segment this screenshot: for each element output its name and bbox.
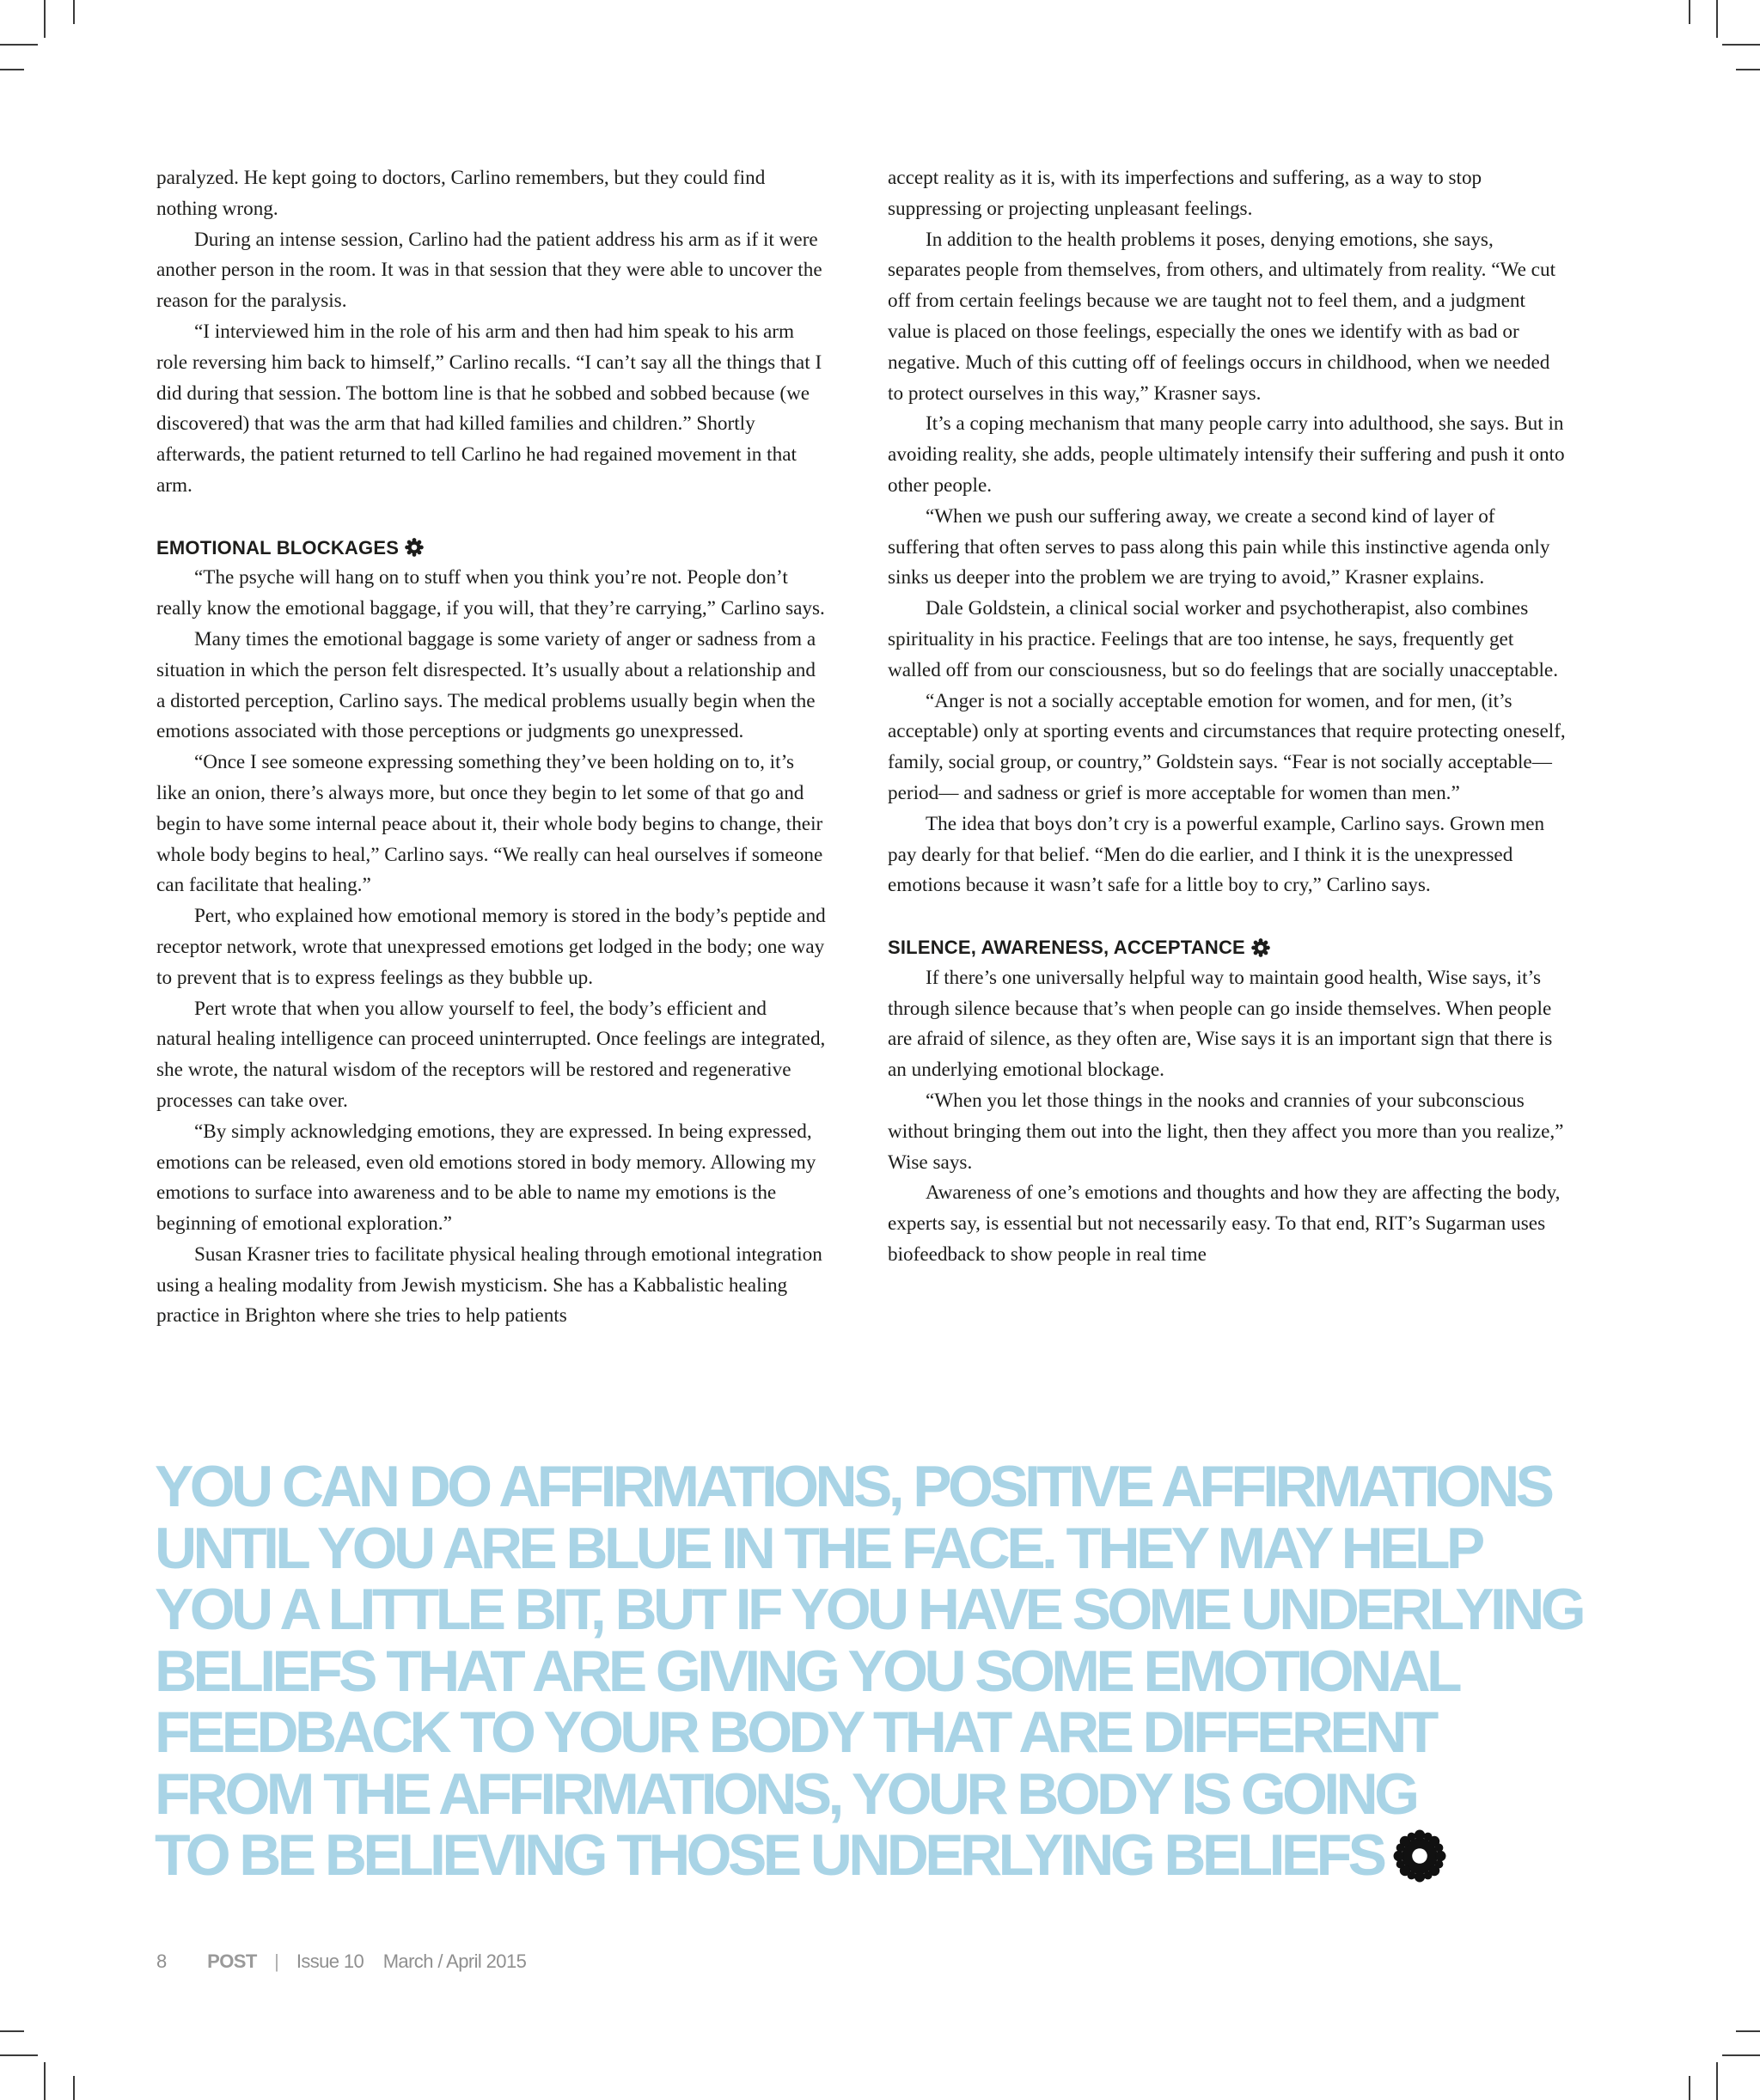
crop-mark	[44, 2062, 46, 2100]
section-heading-text: EMOTIONAL BLOCKAGES	[156, 536, 400, 559]
issue-date: March / April 2015	[382, 1950, 527, 1972]
section-heading-text: SILENCE, AWARENESS, ACCEPTANCE	[888, 936, 1245, 958]
paragraph: Pert, who explained how emotional memory is stored in the body’s peptide and receptor network, wrote that unexpressed emotions get lodged in the body; one way to prevent that is to express feelings as they bubble up.	[156, 905, 826, 989]
paragraph: Pert wrote that when you allow yourself to feel, the body’s efficient and natural healing intelligence can proceed uninterrupted. Once feelings are integrated, she wrote, the natural wisdom of the receptors will be restored and regenerative processes can take over.	[156, 997, 826, 1112]
section-heading	[156, 502, 827, 564]
pull-quote-line: YOU CAN DO AFFIRMATIONS, POSITIVE AFFIRMATIONS	[155, 1454, 1551, 1519]
pull-quote-line-text: TO BE BELIEVING THOSE UNDERLYING BELIEFS	[155, 1822, 1384, 1888]
crop-mark	[1689, 2076, 1690, 2100]
pull-quote-line: YOU A LITTLE BIT, BUT IF YOU HAVE SOME UNDERLYING	[155, 1577, 1583, 1642]
crop-mark	[1716, 0, 1718, 38]
crop-mark	[1736, 2030, 1760, 2032]
flower-icon	[1393, 1829, 1446, 1883]
paragraph: If there’s one universally helpful way to maintain good health, Wise says, it’s through silence because that’s when people can go inside themselves. When people are afraid of silence, as they often are, Wise says it is an important sign that there is an underlying emotional blockage.	[888, 966, 1553, 1082]
flower-icon	[1251, 938, 1270, 957]
crop-mark	[1736, 69, 1760, 70]
paragraph: “I interviewed him in the role of his arm and then had him speak to his arm role reversing him back to himself,” Carlino recalls. “I can’t say all the things that I did during that session. The bottom line is that he sobbed and sobbed because (we discovered) that was the arm that had killed families and children.” Shortly afterwards, the patient returned to tell Carlino he had regained movement in that arm.	[156, 320, 822, 497]
right-text-column	[888, 163, 1567, 1271]
paragraph: It’s a coping mechanism that many people carry into adulthood, she says. But in avoiding reality, she adds, people ultimately intensify their suffering and push it onto other people.	[888, 412, 1565, 497]
paragraph: “The psyche will hang on to stuff when you think you’re not. People don’t really know the emotional baggage, if you will, that they’re carrying,” Carlino says.	[156, 566, 825, 620]
crop-mark	[0, 69, 24, 70]
crop-mark	[1722, 2054, 1760, 2056]
pull-quote-line: FEEDBACK TO YOUR BODY THAT ARE DIFFERENT	[155, 1700, 1435, 1765]
crop-mark	[1716, 2062, 1718, 2100]
crop-mark	[0, 2054, 38, 2056]
crop-mark	[73, 2076, 75, 2100]
paragraph: Dale Goldstein, a clinical social worker and psychotherapist, also combines spirituality in his practice. Feelings that are too intense, he says, frequently get walled off from our consciousness, but so do feelings that are socially unacceptable.	[888, 597, 1558, 681]
paragraph: “By simply acknowledging emotions, they are expressed. In being expressed, emotions can be released, even old emotions stored in body memory. Allowing my emotions to surface into awareness and to be able to name my emotions is the beginning of emotional exploration.”	[156, 1120, 816, 1236]
crop-mark	[0, 2030, 24, 2032]
crop-mark	[1722, 44, 1760, 46]
paragraph: Susan Krasner tries to facilitate physical healing through emotional integration using a healing modality from Jewish mysticism. She has a Kabbalistic healing practice in Brighton where she tries to help patients	[156, 1242, 822, 1328]
paragraph: accept reality as it is, with its imperfections and suffering, as a way to stop suppressing or projecting unpleasant feelings.	[888, 167, 1482, 220]
footer-separator: |	[274, 1950, 279, 1972]
flower-icon	[405, 538, 424, 557]
paragraph: “When we push our suffering away, we create a second kind of layer of suffering that often serves to pass along this pain while this instinctive agenda only sinks us deeper into the problem we are trying to avoid,” Krasner explains.	[888, 504, 1550, 589]
paragraph: Awareness of one’s emotions and thoughts and how they are affecting the body, experts say, is essential but not necessarily easy. To that end, RIT’s Sugarman uses biofeedback to show people in real time	[888, 1181, 1561, 1266]
paragraph: “Anger is not a socially acceptable emotion for women, and for men, (it’s acceptable) only at sporting events and circumstances that require protecting oneself, family, social group, or country,” Goldstein says. “Fear is not socially acceptable—period— and sadness or grief is more acceptable for women than men.”	[888, 689, 1566, 804]
paragraph: “When you let those things in the nooks and crannies of your subconscious without bringing them out into the light, then they affect you more than you realize,” Wise says.	[888, 1089, 1564, 1174]
page-number: 8	[156, 1950, 167, 1972]
magazine-name: POST	[207, 1950, 257, 1972]
page-footer	[156, 1949, 526, 1975]
paragraph: “Once I see someone expressing something they’ve been holding on to, it’s like an onion, there’s always more, but once they begin to let some of that go and begin to have some internal peace about it, their whole body begins to change, their whole body begins to heal,” Carlino says. “We really can heal ourselves if someone can facilitate that healing.”	[156, 751, 823, 897]
issue-number: Issue 10	[296, 1950, 364, 1972]
paragraph: The idea that boys don’t cry is a powerful example, Carlino says. Grown men pay dearly for that belief. “Men do die earlier, and I think it is the unexpressed emotions because it wasn’t safe for a little boy to cry,” Carlino says.	[888, 812, 1545, 897]
pull-quote-line: UNTIL YOU ARE BLUE IN THE FACE. THEY MAY HELP	[155, 1515, 1482, 1581]
crop-mark	[1689, 0, 1690, 24]
pull-quote-line-last	[155, 1822, 1633, 1888]
paragraph: Many times the emotional baggage is some variety of anger or sadness from a situation in which the person felt disrespected. It’s usually about a relationship and a distorted perception, Carlino says. The medical problems usually begin when the emotions associated with those perceptions or judgments go unexpressed.	[156, 627, 816, 743]
paragraph: In addition to the health problems it poses, denying emotions, she says, separates people from themselves, from others, and ultimately from reality. “We cut off from certain feelings because we are taught not to feel them, and a judgment value is placed on those feelings, especially the ones we identify with as bad or negative. Much of this cutting off of feelings occurs in childhood, when we needed to protect ourselves in this way,” Krasner says.	[888, 228, 1556, 405]
left-text-column	[156, 163, 827, 1332]
crop-mark	[73, 0, 75, 24]
section-heading	[888, 901, 1567, 963]
crop-mark	[44, 0, 46, 38]
paragraph: paralyzed. He kept going to doctors, Carlino remembers, but they could find nothing wrong.	[156, 167, 766, 220]
pull-quote-line: FROM THE AFFIRMATIONS, YOUR BODY IS GOING	[155, 1761, 1416, 1827]
paragraph: During an intense session, Carlino had the patient address his arm as if it were another person in the room. It was in that session that they were able to uncover the reason for the paralysis.	[156, 228, 822, 313]
pull-quote	[155, 1456, 1633, 1887]
pull-quote-line: BELIEFS THAT ARE GIVING YOU SOME EMOTIONAL	[155, 1638, 1458, 1704]
crop-mark	[0, 44, 38, 46]
